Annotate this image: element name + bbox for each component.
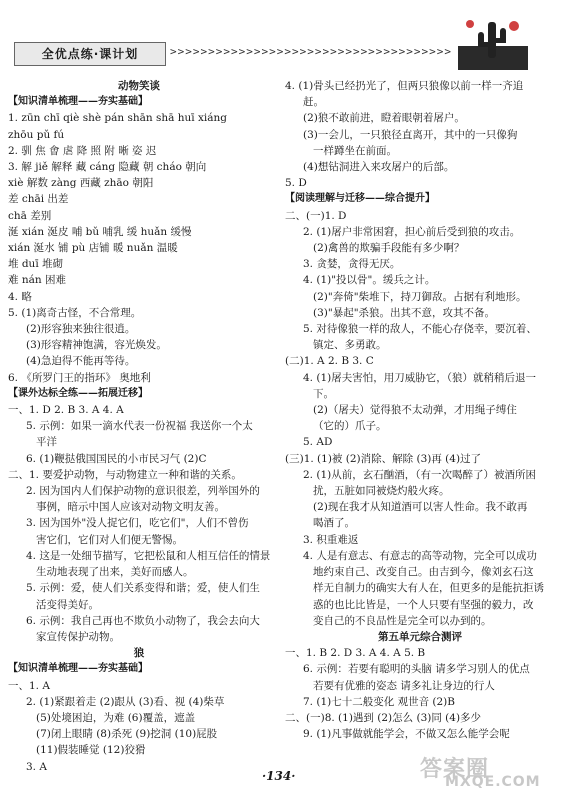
answer-line: 6. (1)鞭挞俄国国民的小市民习气 (2)C [26,452,207,465]
answer-line: 地约束自己、改变自己。由吉到今，像刘玄石这 [313,566,534,579]
answer-line: (三)1. (1)被 (2)消除、解除 (3)再 (4)过了 [285,452,482,465]
answer-line: 3. 积重难返 [303,533,359,546]
answer-line: 赶。 [303,96,324,109]
answer-line: (二)1. A 2. B 3. C [285,355,374,368]
answer-line: (5)处境困迫，为难 (6)覆盖，遮盖 [36,711,196,724]
answer-line: 一、1. A [8,679,50,692]
answer-line: 2. (1)屠户非常困窘，担心前后受到狼的攻击。 [303,225,521,238]
answer-line: 5. 对待像狼一样的敌人，不能心存侥幸，要沉着、 [303,323,537,336]
answer-line: 4. 人是有意志、有意志的高等动物，完全可以成功 [303,549,537,562]
answer-line: 二、(一)8. (1)遇到 (2)怎么 (3)同 (4)多少 [285,711,482,724]
answer-line: 9. (1)凡事做就能学会，不做又怎么能学会呢 [303,728,510,741]
answer-line: (2)（屠夫）觉得狼不太动弹，才用绳子缚住 [313,404,517,417]
answer-line: 二、1. 要爱护动物，与动物建立一种和谐的关系。 [8,468,242,481]
answer-line: (3)一会儿，一只狼径直离开，其中的一只像狗 [303,128,518,141]
answer-line: 4. (1)屠夫害怕，用刀威胁它，（狼）就稍稍后退一 [303,371,536,384]
answer-line: 6. 示例：我自己再也不欺负小动物了，我会去向大 [26,614,260,627]
watermark-url: MXQE.COM [445,774,541,790]
answer-line: 7. (1)七十二般变化 观世音 (2)B [303,695,455,708]
answer-line: 下。 [313,387,334,400]
answer-line: 家宣传保护动物。 [36,630,120,643]
answer-line: 5. 示例：爱，使人们关系变得和谐；爱，使人们生 [26,582,260,595]
answer-line: 生动地表现了出来，美好而感人。 [36,566,194,579]
left-column [8,78,270,775]
answer-line: 二、(一)1. D [285,209,347,222]
answer-line: 一、1. B 2. D 3. A 4. A 5. B [285,647,426,660]
brand-label: 全优点练·课计划 [14,42,166,66]
section-heading: 【阅读理解与迁移——综合提升】 [285,193,435,205]
answer-line: 镇定、多勇敢。 [313,339,387,352]
answer-line: 4. 略 [8,290,32,303]
answer-line: 6. 示例：若要有聪明的头脑 请多学习别人的优点 [303,663,530,676]
section-heading: 【知识清单梳理——夯实基础】 [8,663,148,675]
answer-line: 差 chāi 出差 [8,193,69,206]
answer-line: (2)狼不敢前进，瞪着眼朝着屠户。 [303,112,465,125]
answer-line: （它的）爪子。 [313,420,387,433]
answer-line: (2)现在我才从知道酒可以害人性命。我不敢再 [313,501,528,514]
answer-line: 3. 因为国外"没人捉它们，吃它们"，人们不曾伤 [26,517,249,530]
answer-line: 涎 xián 涎皮 哺 bǔ 哺乳 缓 huǎn 缓慢 [8,225,192,238]
answer-line: (2)"奔倚"柴堆下，持刀御敌。占据有利地形。 [313,290,527,303]
answer-line: 事例，暗示中国人应该对动物文明友善。 [36,501,225,514]
answer-line: 3. 贪婪，贪得无厌。 [303,258,401,271]
answer-line: (4)想钻洞进入来攻屠户的后部。 [303,161,455,174]
answer-line: 一、1. D 2. B 3. A 4. A [8,404,124,417]
answer-line: 5. D [285,177,307,190]
answer-line: 害它们，它们对人们便无警惕。 [36,533,183,546]
answer-line: 活变得美好。 [36,598,99,611]
answer-line: (2)形容独来独往很逍。 [26,323,136,336]
answer-line: 1. zūn chī qiè shè pán shān shā huī xiáng [8,112,228,125]
answer-line: 样无自制力的确实大有人在，但更多的是能抗拒诱 [313,582,544,595]
answer-line: 2. 因为国内人们保护动物的意识很差，列举国外的 [26,485,260,498]
answer-line: chā 差别 [8,209,52,222]
answer-line: 4. (1)骨头已经扔光了，但两只狼像以前一样一齐追 [285,80,524,92]
answer-line: (3)"暴起"杀狼。出其不意，攻其不备。 [313,306,496,319]
answer-line: 3. 解 jiě 解释 藏 cáng 隐藏 朝 cháo 朝向 [8,161,207,174]
header-arrows: >>>>>>>>>>>>>>>>>>>>>>>>>>>>>>>>>>>>> [170,45,453,58]
answer-line: (3)形容精神饱满，容光焕发。 [26,339,167,352]
section-heading: 【知识清单梳理——夯实基础】 [8,96,148,108]
answer-line: 喝酒了。 [313,517,355,530]
lesson-title: 动物笑谈 [118,80,160,92]
answer-line: (7)闭上眼睛 (8)杀死 (9)挖洞 (10)屁股 [36,728,218,741]
answer-line: 2. (1)从前，玄石酗酒，（有一次喝醉了）被酒所困 [303,468,536,481]
answer-line: xiè 解数 zàng 西藏 zhāo 朝阳 [8,177,154,190]
page-number: ·134· [262,769,296,783]
watermark-text: 答案圈 [420,757,490,782]
answer-line: 3. A [26,760,47,773]
answer-line: 扰，五脏如同被烧灼般火疼。 [313,485,450,498]
cactus-icon [458,18,528,70]
answer-line: xián 涎水 铺 pù 店铺 暖 nuǎn 温暖 [8,242,178,255]
answer-line: 5. 示例：如果一滴水代表一份祝福 我送你一个太 [26,420,253,433]
answer-line: 2. (1)紧跟着走 (2)跟从 (3)看、视 (4)柴草 [26,695,225,708]
answer-line: 变自己的不良品性是完全可以办到的。 [313,614,492,627]
answer-line: 2. 驯 焦 㑹 虐 降 照 附 晰 姿 迟 [8,144,157,157]
answer-line: (2)禽兽的欺骗手段能有多少啊？ [313,242,465,255]
answer-line: 堆 duī 堆砌 [8,258,64,271]
answer-line: 难 nán 困难 [8,274,66,287]
answer-line: 5. AD [303,436,333,449]
answer-line: 4. 这是一处细节描写，它把松鼠和人相互信任的情景 [26,549,271,562]
page-header [14,42,474,64]
answer-line: (11)假装睡觉 (12)狡猾 [36,744,146,757]
answer-line: 5. (1)离奇古怪，不合常理。 [8,306,142,319]
lesson-title: 狼 [133,647,145,660]
answer-line: 6. 《所罗门王的指环》 奥地利 [8,371,151,384]
answer-line: 一样蹲坐在前面。 [313,144,397,157]
section-heading: 【课外达标全练——拓展迁移】 [8,387,148,399]
right-column [285,78,555,742]
answer-line: 若要有优雅的姿态 请多礼让身边的行人 [313,679,495,692]
answer-line: (4)急迫得不能再等待。 [26,355,136,368]
lesson-title: 第五单元综合测评 [378,630,462,643]
answer-line: zhōu pǔ fú [8,128,65,141]
answer-line: 惑的也比比皆是，一个人只要有坚强的毅力，改 [313,598,534,611]
answer-line: 平洋 [36,436,57,449]
answer-line: 4. (1)"投以骨"。缓兵之计。 [303,274,436,287]
